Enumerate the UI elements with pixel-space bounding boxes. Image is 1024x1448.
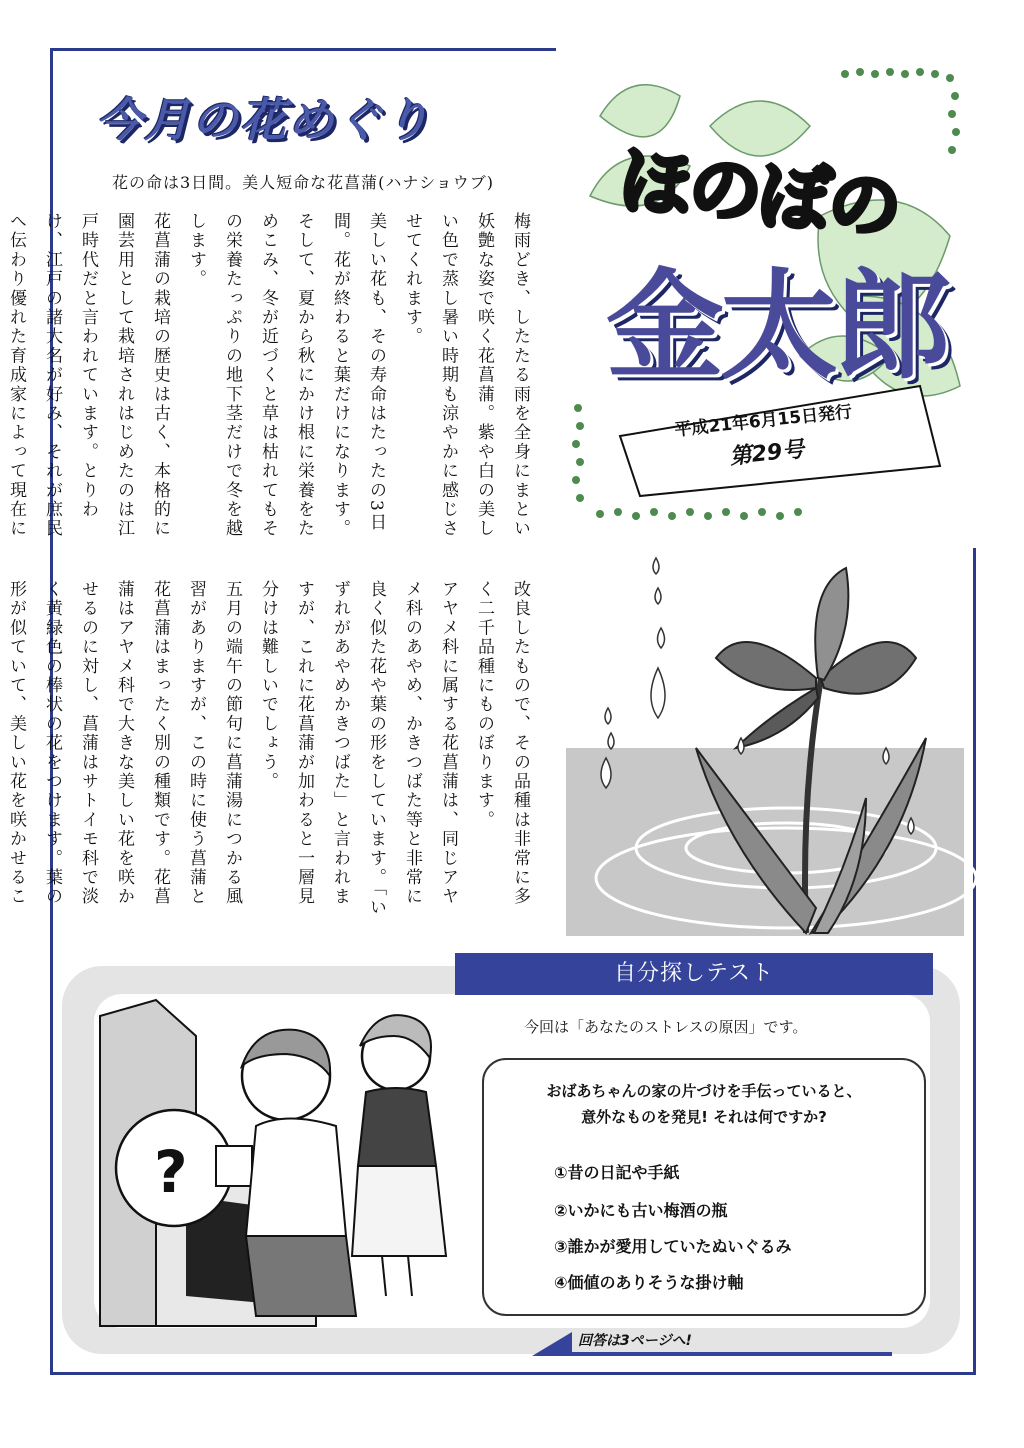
test-option-4[interactable]: ④価値のありそうな掛け軸: [554, 1273, 744, 1292]
question-mark: ?: [154, 1138, 188, 1206]
article-paragraph: 改良したもので、その品種は非常に多く二千品種にものぼります。: [474, 580, 530, 907]
test-option-3[interactable]: ③誰かが愛用していたぬいぐるみ: [554, 1237, 792, 1256]
iris-illustration: [566, 548, 964, 936]
question-line: 意外なものを発見! それは何ですか?: [581, 1108, 827, 1126]
people-illustration: [96, 996, 476, 1328]
newsletter-title-line2: 金太郎: [606, 257, 949, 395]
article-paragraph: 美しい花も、その寿命はたったの3日間。花が終わると葉だけになります。そして、夏から秋にかけ根に栄養をためこみ、冬が近づくと草は枯れてもその栄養たっぷりの地下茎だけで冬を越します。: [186, 212, 386, 539]
frame-line-top: [50, 48, 556, 51]
article-paragraph: アヤメ科に属する花菖蒲は、同じアヤメ科のあやめ、かきつばた等と非常に良く似た花や葉の形をしています。「いずれがあやめかきつばた」と言われますが、これに花菖蒲が加わると一層見分けは難しいでしょう。: [258, 580, 458, 918]
newsletter-title-line1: ほのぼの: [615, 137, 904, 251]
answer-note: 回答は3ページへ!: [578, 1333, 692, 1349]
article-paragraph: 花菖蒲の栽培の歴史は古く、本格的に園芸用として栽培されはじめたのは江戸時代だと言われています。とりわけ、江戸の諸大名が好み、それが庶民へ伝わり優れた育成家によって現在に: [6, 212, 170, 539]
article-paragraph: 五月の端午の節句に菖蒲湯につかる風習がありますが、この時に使う菖蒲と花菖蒲はまったく別の種類です。花菖蒲はアヤメ科で大きな美しい花を咲かせるのに対し、菖蒲はサトイモ科で淡く黄緑色の棒状の花をつけます。葉の形が似ていて、美しい花を咲かせるこ: [6, 580, 242, 907]
frame-line-bottom: [50, 1372, 976, 1375]
newsletter-title-block: [560, 56, 970, 526]
article-paragraph: 梅雨どき、したたる雨を全身にまとい妖艶な姿で咲く花菖蒲。紫や白の美しい色で蒸し暑い時期も涼やかに感じさせてくれます。: [402, 212, 530, 539]
frame-line-right: [973, 548, 976, 1375]
article-subheading: 花の命は3日間。美人短命な花菖蒲(ハナショウブ): [112, 173, 495, 192]
issue-date: 平成21年6月15日発行: [673, 402, 853, 441]
issue-number: 第29号: [728, 437, 806, 471]
self-test-header: 自分探しテスト: [455, 953, 933, 995]
test-option-1[interactable]: ①昔の日記や手紙: [554, 1163, 680, 1182]
test-option-2[interactable]: ②いかにも古い梅酒の瓶: [554, 1201, 728, 1220]
question-text: [484, 1078, 924, 1130]
question-line: おばあちゃんの家の片づけを手伝っていると、: [546, 1082, 862, 1100]
article-column-upper: [6, 212, 538, 552]
question-box: [482, 1058, 926, 1316]
article-column-lower: [6, 580, 538, 925]
article-heading: 今月の花めぐり: [96, 93, 432, 147]
self-test-intro: 今回は「あなたのストレスの原因」です。: [524, 1018, 808, 1036]
